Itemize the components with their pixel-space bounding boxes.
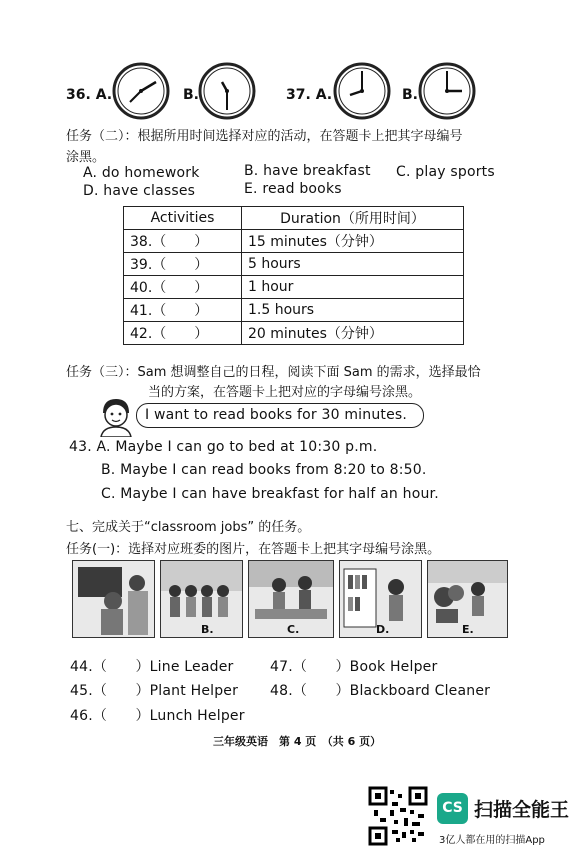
table-row	[124, 253, 464, 276]
task2-heading: 任务（二）：根据所用时间选择对应的活动，在答题卡上把其字母编号	[66, 129, 463, 144]
picture-label: C.	[287, 623, 300, 636]
clock-icon	[418, 62, 476, 120]
scanner-logo-icon: CS	[437, 793, 468, 824]
picture-b	[160, 560, 243, 638]
clock-icon	[112, 62, 170, 120]
option-c: C. play sports	[396, 164, 495, 180]
table-header: Duration（所用时间）	[242, 207, 464, 230]
table-row	[124, 276, 464, 299]
q43-option-c: C. Maybe I can have breakfast for half an hour.	[101, 486, 439, 502]
qr-code-icon	[368, 786, 428, 846]
q36-number: 36. A.	[66, 87, 113, 103]
table-header-row	[124, 207, 464, 230]
table-cell: 42.（ ）	[124, 322, 242, 345]
table-cell: 1 hour	[242, 276, 464, 299]
option-a: A. do homework	[83, 165, 200, 181]
picture-label: E.	[462, 623, 474, 636]
task3-heading: 任务（三）：Sam 想调整自己的日程，阅读下面 Sam 的需求，选择最恰	[66, 365, 481, 380]
q46: 46.（ ）Lunch Helper	[70, 708, 245, 724]
clock-icon	[198, 62, 256, 120]
q36-option-b: B.	[183, 87, 199, 103]
q37-option-b: B.	[402, 87, 418, 103]
picture-label: B.	[201, 623, 214, 636]
sam-avatar-icon	[97, 397, 135, 437]
clock-icon	[333, 62, 391, 120]
sam-speech-bubble: I want to read books for 30 minutes.	[136, 403, 424, 428]
picture-c	[248, 560, 334, 638]
scanner-tagline: 3亿人都在用的扫描App	[439, 835, 545, 846]
q45: 45.（ ）Plant Helper	[70, 683, 239, 699]
scanner-brand: 扫描全能王	[474, 799, 570, 821]
table-cell: 20 minutes（分钟）	[242, 322, 464, 345]
q43-option-b: B. Maybe I can read books from 8:20 to 8:50.	[101, 462, 427, 478]
section7-task1: 任务(一)：选择对应班委的图片，在答题卡上把其字母编号涂黑。	[66, 542, 441, 557]
option-d: D. have classes	[83, 183, 196, 199]
classroom-picture-icon	[73, 561, 154, 637]
picture-label: D.	[376, 623, 390, 636]
picture-e	[427, 560, 508, 638]
q43-option-a: 43. A. Maybe I can go to bed at 10:30 p.m.	[69, 439, 378, 455]
picture-d	[339, 560, 422, 638]
q44: 44.（ ）Line Leader	[70, 659, 234, 675]
table-row	[124, 322, 464, 345]
option-b: B. have breakfast	[244, 163, 371, 179]
table-row	[124, 299, 464, 322]
table-row	[124, 230, 464, 253]
table-cell: 40.（ ）	[124, 276, 242, 299]
table-cell: 5 hours	[242, 253, 464, 276]
q37-number: 37. A.	[286, 87, 333, 103]
q47: 47.（ ）Book Helper	[270, 659, 438, 675]
q48: 48.（ ）Blackboard Cleaner	[270, 683, 491, 699]
task3-heading-cont: 当的方案，在答题卡上把对应的字母编号涂黑。	[148, 385, 422, 400]
table-cell: 41.（ ）	[124, 299, 242, 322]
option-e: E. read books	[244, 181, 342, 197]
picture-a	[72, 560, 155, 638]
table-header: Activities	[124, 207, 242, 230]
table-cell: 15 minutes（分钟）	[242, 230, 464, 253]
task2-heading-cont: 涂黑。	[66, 150, 106, 165]
activities-table	[123, 206, 464, 345]
table-cell: 1.5 hours	[242, 299, 464, 322]
table-cell: 39.（ ）	[124, 253, 242, 276]
table-cell: 38.（ ）	[124, 230, 242, 253]
page-footer: 三年级英语 第 4 页 （共 6 页）	[213, 735, 382, 748]
section7-title: 七、完成关于“classroom jobs” 的任务。	[66, 520, 311, 535]
